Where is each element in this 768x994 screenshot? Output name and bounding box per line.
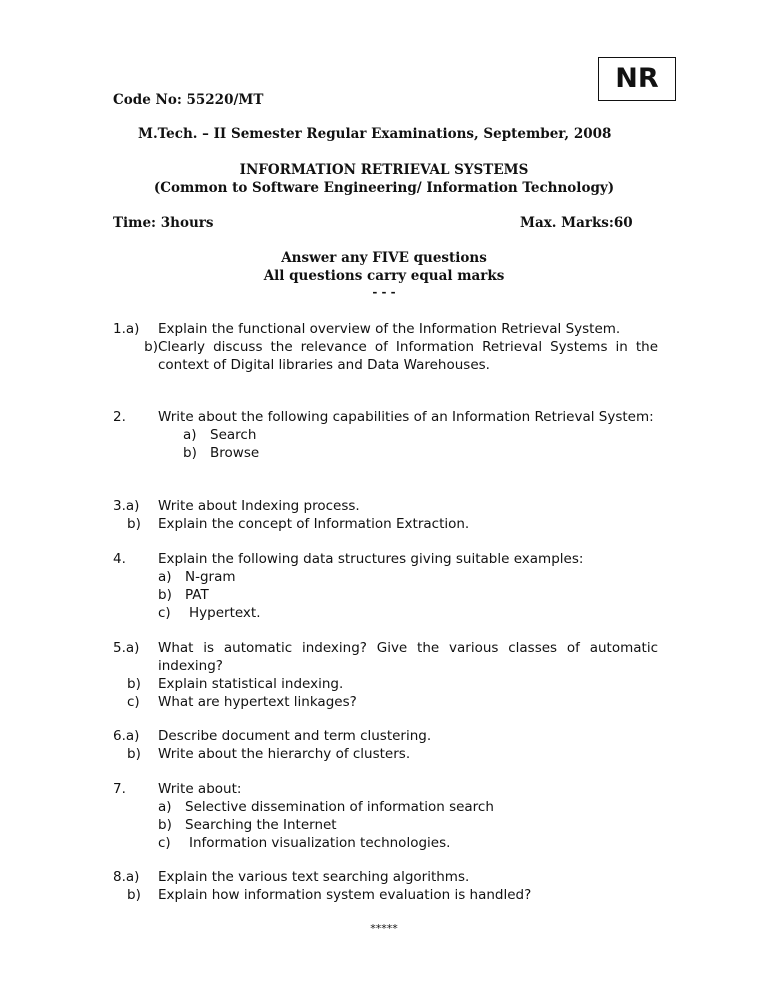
q7b-text: Searching the Internet (185, 817, 337, 833)
q3a-label: 3.a) (113, 498, 140, 514)
q2b-text: Browse (210, 445, 260, 461)
q2a-label: a) (183, 427, 197, 443)
q4a-label: a) (158, 569, 172, 585)
separator: - - - (372, 285, 396, 299)
question-3 (113, 497, 658, 533)
question-6 (113, 727, 658, 763)
instruction-marks: All questions carry equal marks (263, 268, 505, 284)
q1a-label: 1.a) (113, 321, 140, 337)
q7a-text: Selective dissemination of information search (185, 799, 494, 815)
common-note: (Common to Software Engineering/ Information Technology) (153, 180, 615, 196)
q6b-text: Write about the hierarchy of clusters. (158, 746, 411, 762)
end-stars: ***** (370, 922, 398, 935)
q1b-text: Clearly discuss the relevance of Information Retrieval Systems in the context of Digital libraries and Data Warehouses. (158, 339, 658, 373)
question-2 (113, 408, 658, 462)
max-marks: Max. Marks:60 (520, 215, 633, 231)
q7c-label: c) (158, 835, 171, 851)
q2-label: 2. (113, 409, 126, 425)
q5a-label: 5.a) (113, 640, 140, 656)
nr-badge: NR (598, 57, 676, 101)
q7c-text: Information visualization technologies. (189, 835, 451, 851)
q4c-text: Hypertext. (189, 605, 261, 621)
q6b-label: b) (127, 746, 141, 762)
question-7 (113, 780, 658, 852)
q8b-label: b) (127, 887, 141, 903)
q5b-text: Explain statistical indexing. (158, 676, 344, 692)
q1a-text: Explain the functional overview of the Information Retrieval System. (158, 321, 621, 337)
q8a-text: Explain the various text searching algorithms. (158, 869, 470, 885)
q4a-text: N-gram (185, 569, 236, 585)
q4b-label: b) (158, 587, 172, 603)
q6a-label: 6.a) (113, 728, 140, 744)
q5c-text: What are hypertext linkages? (158, 694, 357, 710)
q7-label: 7. (113, 781, 126, 797)
q5c-label: c) (127, 694, 140, 710)
q3a-text: Write about Indexing process. (158, 498, 360, 514)
q2b-label: b) (183, 445, 197, 461)
question-1 (113, 320, 658, 374)
q4b-text: PAT (185, 587, 209, 603)
q6a-text: Describe document and term clustering. (158, 728, 432, 744)
q3b-label: b) (127, 516, 141, 532)
q4-label: 4. (113, 551, 126, 567)
q3b-text: Explain the concept of Information Extraction. (158, 516, 470, 532)
code-number: Code No: 55220/MT (113, 92, 264, 108)
q2a-text: Search (210, 427, 257, 443)
q8a-label: 8.a) (113, 869, 140, 885)
q7-text: Write about: (158, 781, 242, 797)
q5a-text: What is automatic indexing? Give the various classes of automatic indexing? (158, 640, 658, 674)
time-label: Time: 3hours (113, 215, 214, 231)
q7a-label: a) (158, 799, 172, 815)
q4c-label: c) (158, 605, 171, 621)
question-4 (113, 550, 658, 622)
instruction-answer: Answer any FIVE questions (281, 250, 487, 266)
q1b-label: b) (144, 339, 158, 355)
question-8 (113, 868, 658, 904)
exam-title: M.Tech. – II Semester Regular Examinations, September, 2008 (138, 126, 612, 142)
q4-text: Explain the following data structures giving suitable examples: (158, 551, 584, 567)
q5b-label: b) (127, 676, 141, 692)
q8b-text: Explain how information system evaluation is handled? (158, 887, 532, 903)
question-5 (113, 639, 658, 711)
q7b-label: b) (158, 817, 172, 833)
subject-title: INFORMATION RETRIEVAL SYSTEMS (239, 162, 529, 178)
q2-text: Write about the following capabilities of an Information Retrieval System: (158, 409, 654, 425)
